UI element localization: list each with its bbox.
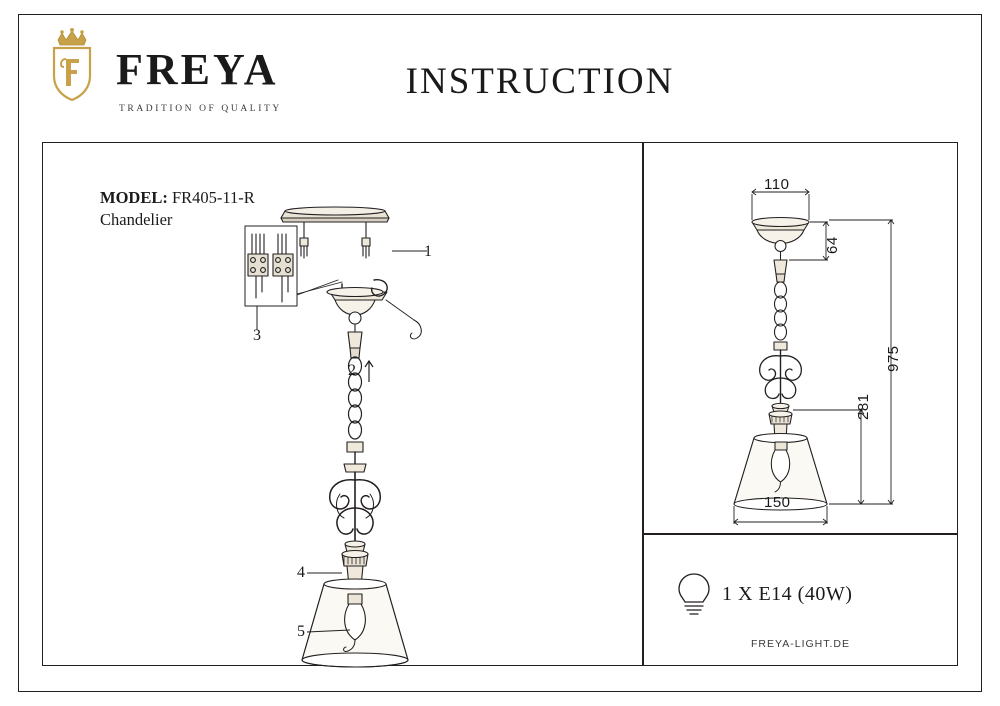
arrow-up-icon — [362, 358, 376, 384]
brand-block — [44, 26, 364, 114]
bulb-icon — [672, 570, 716, 618]
dimension-top-width: 110 — [764, 176, 790, 193]
callout-3: 3 — [253, 327, 261, 344]
callout-1: 1 — [424, 243, 432, 260]
brand-tagline: TRADITION OF QUALITY — [119, 104, 282, 114]
dimension-canopy-height: 64 — [824, 236, 841, 254]
model-label: MODEL: — [100, 188, 168, 207]
callout-5: 5 — [297, 623, 305, 640]
dimension-total-height: 975 — [885, 345, 902, 372]
dimension-shade-height: 281 — [855, 393, 872, 420]
product-type: Chandelier — [100, 209, 173, 229]
lamp-spec-label: 1 X E14 (40W) — [722, 583, 853, 605]
brand-name: FREYA — [116, 45, 279, 94]
model-code: FR405-11-R — [171, 188, 255, 207]
site-url: FREYA-LIGHT.DE — [751, 638, 850, 650]
callout-4: 4 — [297, 564, 305, 581]
exploded-assembly-drawing — [42, 142, 643, 666]
dimensioned-drawing — [643, 142, 958, 534]
callout-2: 2 — [348, 362, 356, 379]
dimension-bottom-width: 150 — [764, 494, 791, 511]
page-title: INSTRUCTION — [405, 61, 675, 102]
freya-shield-logo-icon — [44, 28, 100, 102]
